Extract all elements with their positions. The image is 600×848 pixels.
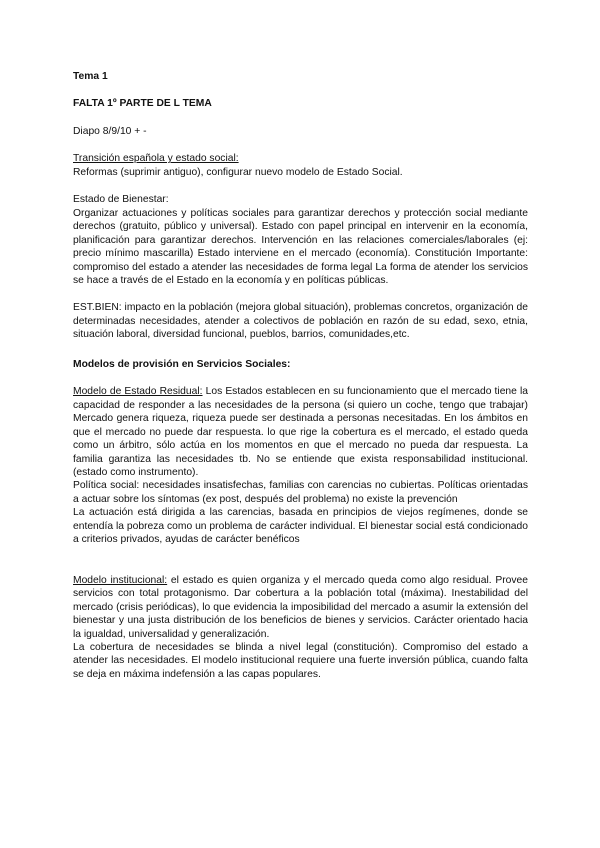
- actuacion-paragraph: La actuación está dirigida a las carencias, basada en principios de viejos regímenes, donde se entendía la pobreza como un problema de carácter individual. El bienestar social está condicionado a criterios privados, ayudas de carácter benéficos: [73, 507, 528, 546]
- institucional-paragraph: [73, 574, 528, 641]
- estbien-paragraph: EST.BIEN: impacto en la población (mejora global situación), problemas concretos, organización de determinadas necesidades, atender a colectivos de población en razón de su edad, sexo, etnia, situación laboral, diversidad funcional, pueblos, barrios, comunidades,etc.: [73, 302, 528, 341]
- politica-paragraph: Política social: necesidades insatisfechas, familias con carencias no cubiertas. Políticas orientadas a actuar sobre los síntomas (ex post, después del problema) no existe la prevención: [73, 480, 528, 505]
- tema-heading: Tema 1: [73, 71, 108, 82]
- bienestar-heading: Estado de Bienestar:: [73, 194, 169, 206]
- residual-paragraph: [73, 385, 528, 479]
- cobertura-paragraph: La cobertura de necesidades se blinda a nivel legal (constitución). Compromiso del estado a atender las necesidades. El modelo institucional requiere una fuerte inversión pública, cuando falta se deja en máxima indefensión a las capas populares.: [73, 641, 528, 680]
- document-page: [73, 70, 528, 681]
- modelos-title: Modelos de provisión en Servicios Sociales:: [73, 358, 291, 370]
- falta-heading: FALTA 1º PARTE DE L TEMA: [73, 98, 212, 110]
- transicion-text: Reformas (suprimir antiguo), configurar nuevo modelo de Estado Social.: [73, 166, 403, 178]
- diapo-line: Diapo 8/9/10 + -: [73, 125, 147, 137]
- transicion-heading: Transición española y estado social:: [73, 153, 239, 165]
- institucional-label: Modelo institucional:: [73, 574, 168, 586]
- institucional-text: el estado es quien organiza y el mercado queda como algo residual. Provee servicios con total protagonismo. Dar cobertura a la población total (máxima). Inestabilidad del mercado (crisis periódicas), lo que evidencia la imposibilidad del mercado a asumir la extensión del bienestar y una justa distribución de los beneficios de bienes y servicios. Carácter orientado hacia la igualdad, universalidad y generalización.: [73, 574, 528, 640]
- bienestar-paragraph: Organizar actuaciones y políticas sociales para garantizar derechos y protección social mediante derechos (gratuito, público y universal). Estado con papel principal en intervenir en la economía, planificación para garantizar derechos. Intervención en las relaciones comerciales/laborales (ej: precio mínimo mascarilla) Estado interviene en el mercado (economía). Constitución Importante: compromiso del estado a atender las necesidades de forma legal La forma de atender los servicios se hace a través de el Estado en la economía y en políticas públicas.: [73, 207, 528, 286]
- residual-label: Modelo de Estado Residual:: [73, 386, 203, 398]
- residual-text: Los Estados establecen en su funcionamiento que el mercado tiene la capacidad de responder a las necesidades de la persona (si quiero un coche, tengo que trabajar) Mercado genera riqueza, riqueza puede ser destinada a personas necesitadas. En los ámbitos en que el mercado no puede dar respuesta. lo que rige la cobertura es el mercado, el estado queda como un árbitro, sólo actúa en los momentos en que el mercado no pueda dar respuesta. La familia garantiza las necesidades tb. No se entiende que exista responsabilidad institucional. (estado como instrumento).: [73, 386, 528, 478]
